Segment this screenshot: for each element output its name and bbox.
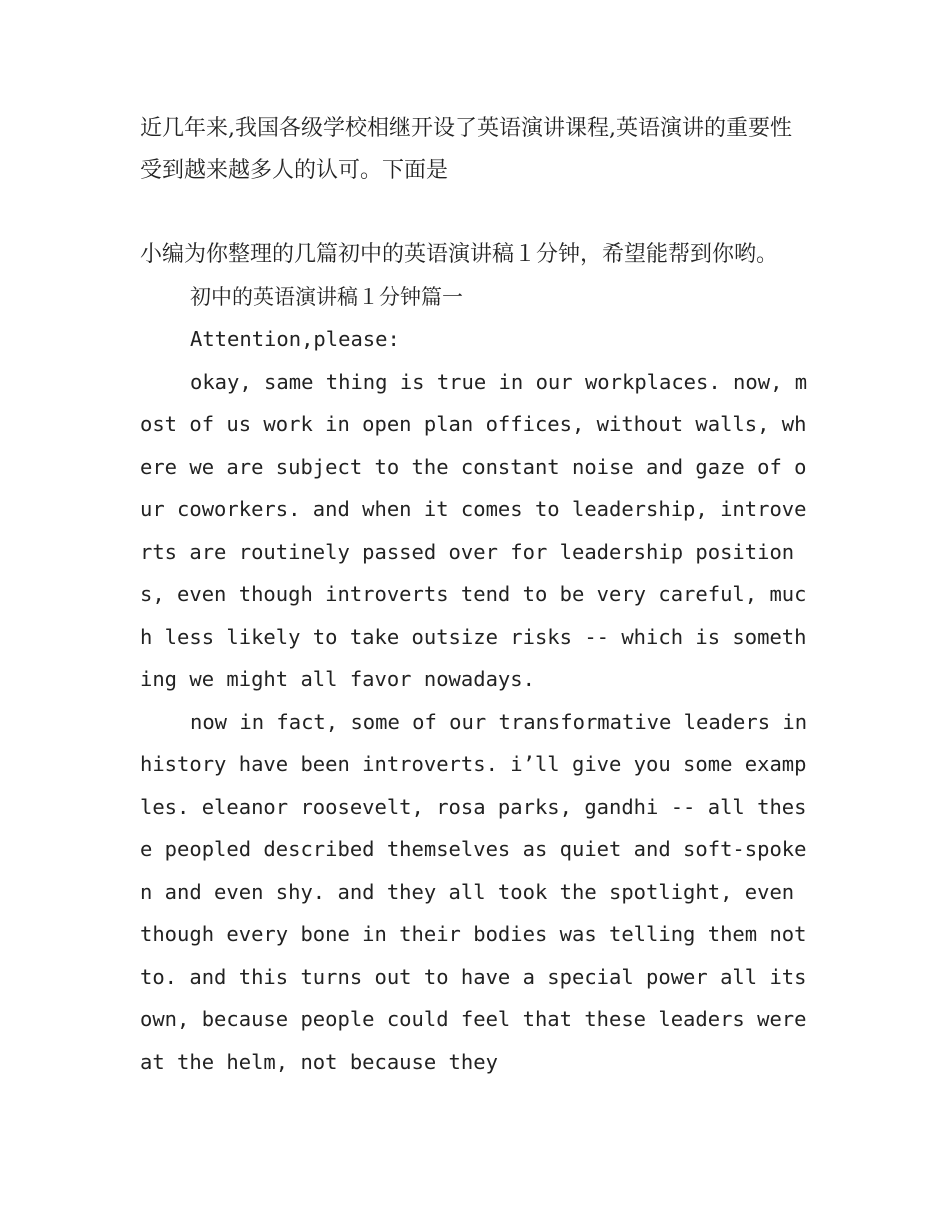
paragraph-gap (140, 192, 812, 234)
section-heading: 初中的英语演讲稿１分钟篇一 (190, 285, 463, 309)
intro-paragraph: 小编为你整理的几篇初中的英语演讲稿１分钟，希望能帮到你哟。 (140, 242, 779, 267)
intro-paragraph: 近几年来,我国各级学校相继开设了英语演讲课程,英语演讲的重要性受到越来越多人的认可。下面是 (140, 116, 792, 183)
body-paragraph: okay, same thing is true in our workplaces. now, most of us work in open plan offices, without walls, where we are subject to the constant noise and gaze of our coworkers. and when it comes to leadership, introverts are routinely passed over for leadership positions, even though introverts tend to be very careful, much less likely to take outsize risks -- which is something we might all favor nowadays. (140, 369, 808, 691)
greeting-line: Attention,please: (190, 327, 400, 351)
document-body (140, 108, 820, 1083)
body-paragraph: now in fact, some of our transformative leaders in history have been introverts. i’ll give you some examples. eleanor roosevelt, rosa parks, gandhi -- all these peopled described themselves as quiet and soft-spoken and even shy. and they all took the spotlight, even though every bone in their bodies was telling them not to. and this turns out to have a special power all its own, because people could feel that these leaders were at the helm, not because they (140, 709, 820, 1074)
